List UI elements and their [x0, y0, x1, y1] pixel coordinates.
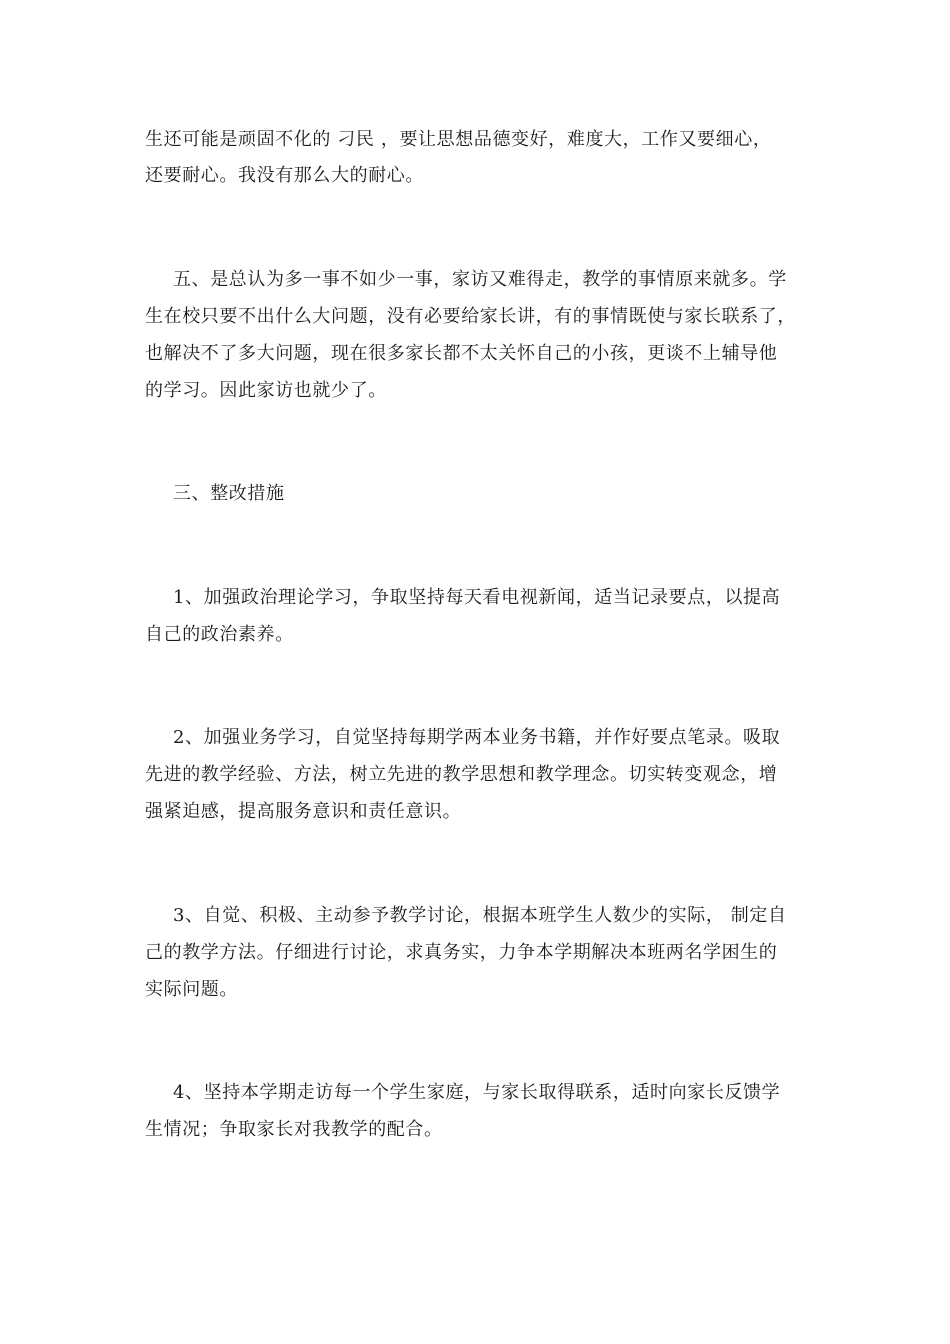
paragraph-line: 3、自觉、积极、主动参予教学讨论，根据本班学生人数少的实际， 制定自	[173, 905, 787, 926]
paragraph-line: 生情况；争取家长对我教学的配合。	[145, 1119, 443, 1140]
paragraph-line: 先进的教学经验、方法，树立先进的教学思想和教学理念。切实转变观念，增	[145, 764, 778, 785]
paragraph-line: 4、坚持本学期走访每一个学生家庭，与家长取得联系，适时向家长反馈学	[173, 1082, 781, 1103]
paragraph-line: 自己的政治素养。	[145, 624, 294, 645]
paragraph-line: 强紧迫感，提高服务意识和责任意识。	[145, 801, 462, 822]
paragraph-line: 还要耐心。我没有那么大的耐心。	[145, 165, 424, 186]
paragraph-line: 的学习。因此家访也就少了。	[145, 380, 387, 401]
paragraph-line: 实际问题。	[145, 979, 238, 1000]
paragraph-line: 五、是总认为多一事不如少一事，家访又难得走，教学的事情原来就多。学	[173, 269, 787, 290]
paragraph-line: 生在校只要不出什么大问题，没有必要给家长讲，有的事情既使与家长联系了，	[145, 306, 796, 327]
section-heading: 三、整改措施	[173, 483, 285, 504]
paragraph-line: 己的教学方法。仔细进行讨论，求真务实，力争本学期解决本班两名学困生的	[145, 942, 778, 963]
paragraph-line: 2、加强业务学习，自觉坚持每期学两本业务书籍，并作好要点笔录。吸取	[173, 727, 781, 748]
paragraph-line: 生还可能是顽固不化的 刁民 ，要让思想品德变好，难度大，工作又要细心，	[145, 129, 772, 150]
paragraph-line: 也解决不了多大问题，现在很多家长都不太关怀自己的小孩，更谈不上辅导他	[145, 343, 778, 364]
paragraph-line: 1、加强政治理论学习，争取坚持每天看电视新闻，适当记录要点，以提高	[173, 587, 781, 608]
